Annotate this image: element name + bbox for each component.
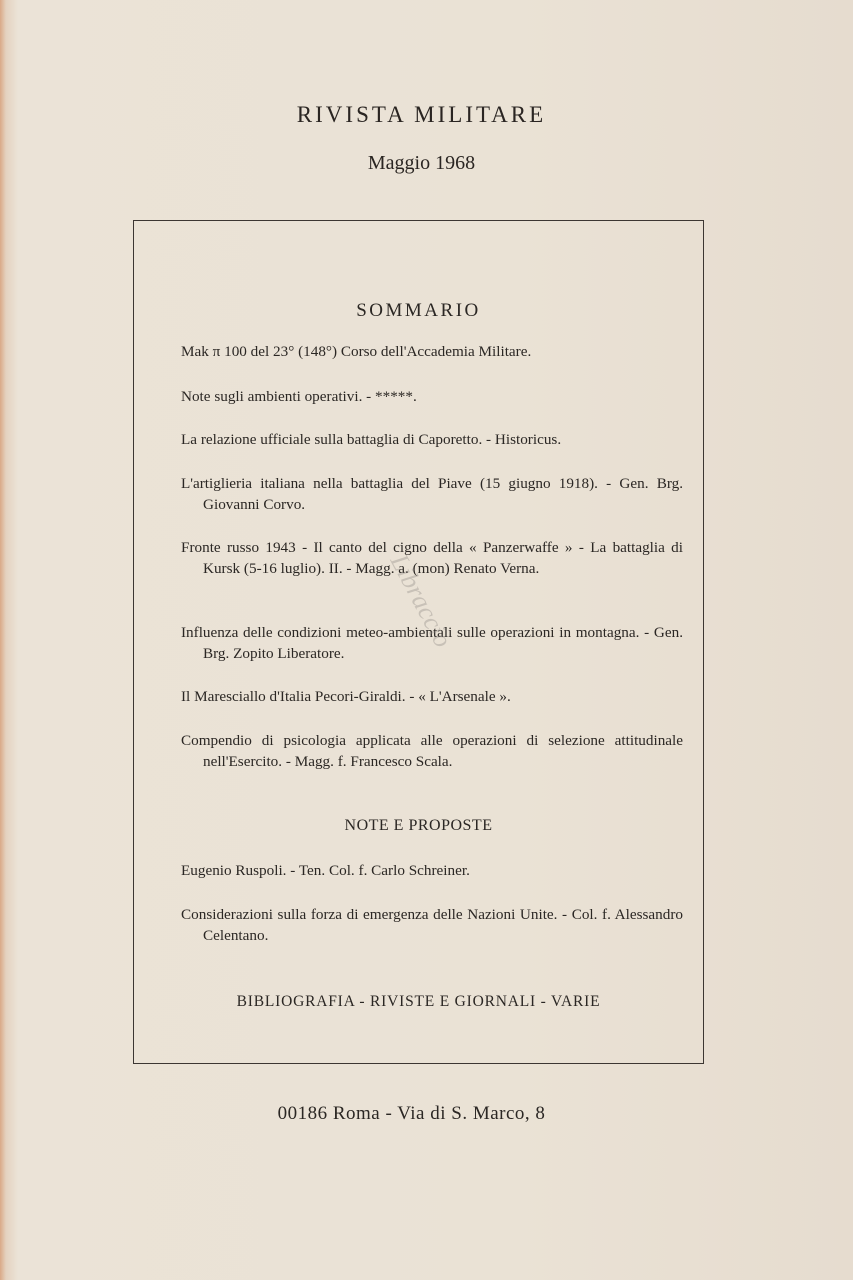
publisher-address: 00186 Roma - Via di S. Marco, 8 [277,1103,546,1124]
notes-entry: Considerazioni sulla forza di emergenza delle Nazioni Unite. - Col. f. Alessandro Celentano. [181,906,683,944]
footer-sections [133,993,704,1011]
notes-entry: Eugenio Ruspoli. - Ten. Col. f. Carlo Schreiner. [181,862,470,879]
issue-date: Maggio 1968 [367,152,476,174]
contents-entry: Fronte russo 1943 - Il canto del cigno della « Panzerwaffe » - La battaglia di Kursk (5-16 luglio). II. - Magg. a. (mon) Renato Verna. [181,539,683,577]
footer-section-varie: VARIE [551,993,601,1010]
footer-section-bibliografia: BIBLIOGRAFIA [236,993,355,1010]
contents-entry: Mak π 100 del 23° (148°) Corso dell'Accademia Militare. [181,343,532,360]
contents-title: SOMMARIO [356,300,481,321]
contents-entry: La relazione ufficiale sulla battaglia di Caporetto. - Historicus. [181,431,562,448]
contents-entry: Il Maresciallo d'Italia Pecori-Giraldi. - « L'Arsenale ». [181,688,511,705]
footer-section-riviste: RIVISTE E GIORNALI [370,993,536,1010]
contents-entry: L'artiglieria italiana nella battaglia del Piave (15 giugno 1918). - Gen. Brg. Giovanni Corvo. [181,475,683,513]
journal-title: RIVISTA MILITARE [296,102,547,127]
watermark-text: Libraccio [384,549,458,653]
contents-entry: Note sugli ambienti operativi. - *****. [181,388,417,405]
footer-separator: - [354,993,371,1010]
notes-section-title: NOTE E PROPOSTE [344,817,493,834]
contents-entry: Influenza delle condizioni meteo-ambientali sulle operazioni in montagna. - Gen. Brg. Zopito Liberatore. [181,624,683,662]
contents-entry: Compendio di psicologia applicata alle operazioni di selezione attitudinale nell'Esercito. - Magg. f. Francesco Scala. [181,732,683,770]
footer-separator: - [535,993,552,1010]
